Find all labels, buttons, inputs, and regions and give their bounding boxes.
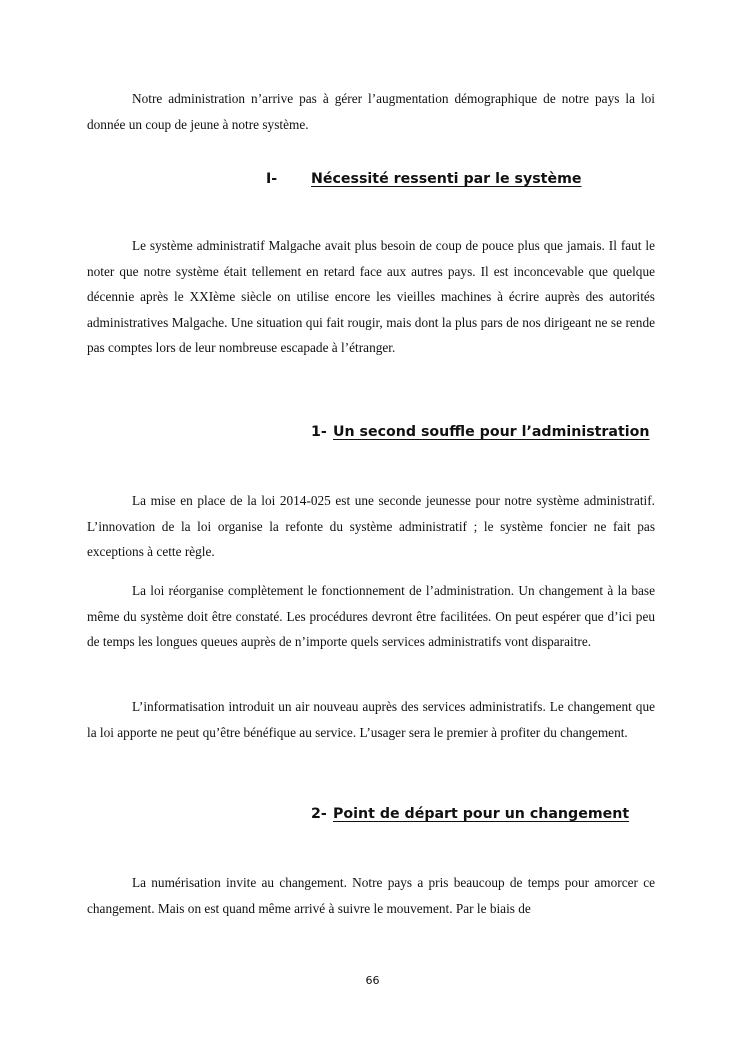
paragraph-intro: Notre administration n’arrive pas à gérer l’augmentation démographique de notre pays la loi donnée un coup de jeune à notre système. (87, 91, 655, 132)
paragraph-system-needs: Le système administratif Malgache avait plus besoin de coup de pouce plus que jamais. Il faut le noter que notre système était tellement en retard face aux autres pays. Il est inconcevable que quelque décennie après le XXIème siècle on utilise encore les vieilles machines à écrire auprès des autorités administratives Malgache. Une situation qui fait rougir, mais dont la plus pars de nos dirigeant ne se rende pas comptes lors de leur nombreuse escapade à l’étranger. (87, 238, 655, 356)
paragraph-informatisation: L’informatisation introduit un air nouveau auprès des services administratifs. Le changement que la loi apporte ne peut qu’être bénéfique au service. L’usager sera le premier à profiter du changement. (87, 699, 655, 740)
subsection-title: Point de départ pour un changement (333, 806, 630, 822)
paragraph-reorganisation: La loi réorganise complètement le fonctionnement de l’administration. Un changement à la base même du système doit être constaté. Les procédures devront être facilitées. On peut espérer que d’ici peu de temps les longues queues auprès de n’importe quels services administratifs vont disparaitre. (87, 583, 655, 650)
subsection-heading-2 (311, 806, 629, 822)
subsection-number: 1- (311, 424, 327, 440)
subsection-number: 2- (311, 806, 327, 822)
section-number: I- (266, 171, 278, 187)
subsection-title: Un second souffle pour l’administration (333, 424, 650, 440)
section-heading-I (266, 171, 581, 187)
subsection-heading-1 (311, 424, 650, 440)
section-title: Nécessité ressenti par le système (311, 171, 582, 187)
page-number: 66 (365, 974, 380, 987)
paragraph-law-2014-025: La mise en place de la loi 2014-025 est une seconde jeunesse pour notre système administratif. L’innovation de la loi organise la refonte du système administratif ; le système foncier ne fait pas exceptions à cette règle. (87, 493, 655, 560)
paragraph-numerisation: La numérisation invite au changement. Notre pays a pris beaucoup de temps pour amorcer ce changement. Mais on est quand même arrivé à suivre le mouvement. Par le biais de (87, 875, 655, 916)
